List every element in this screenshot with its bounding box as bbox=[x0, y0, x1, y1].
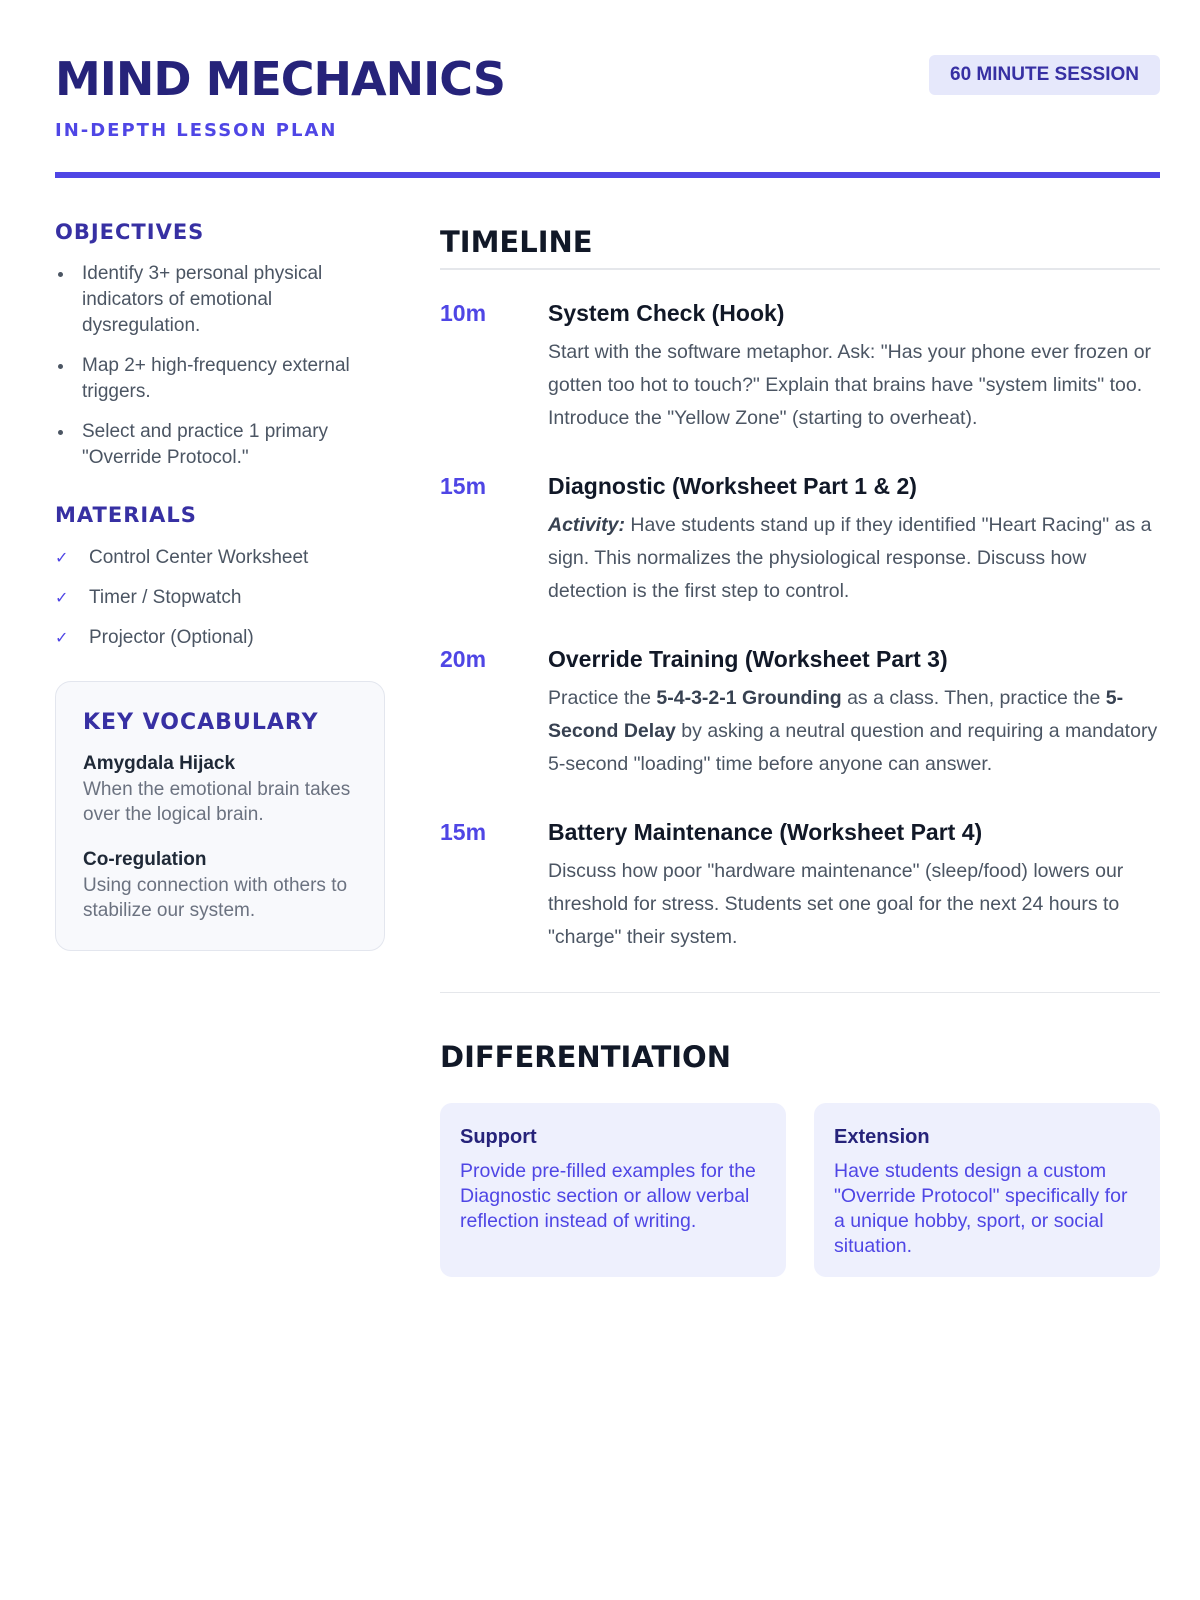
material-label: Timer / Stopwatch bbox=[89, 587, 242, 608]
materials-list bbox=[55, 545, 385, 651]
step-title: Diagnostic (Worksheet Part 1 & 2) bbox=[548, 472, 917, 499]
right-column bbox=[440, 222, 1160, 1277]
material-item bbox=[55, 545, 385, 571]
extension-description: Have students design a custom "Override Protocol" specifically for a unique hobby, sport, or social situation. bbox=[834, 1160, 1128, 1257]
step-description: Discuss how poor "hardware maintenance" (sleep/food) lowers our threshold for stress. Students set one goal for the next 24 hours to "charge" their system. bbox=[548, 859, 1124, 948]
objective-item: Identify 3+ personal physical indicators of emotional dysregulation. bbox=[55, 261, 385, 339]
timeline-step bbox=[440, 471, 1160, 608]
vocabulary-term: Co-regulation bbox=[83, 849, 207, 870]
step-description-text: as a class. Then, practice the bbox=[841, 686, 1106, 709]
vocabulary-definition: Using connection with others to stabilize our system. bbox=[83, 875, 348, 921]
vocabulary-card bbox=[55, 681, 385, 951]
step-duration: 20m bbox=[440, 645, 487, 672]
step-title: Override Training (Worksheet Part 3) bbox=[548, 645, 948, 672]
timeline-step bbox=[440, 817, 1160, 954]
page-header bbox=[55, 48, 1160, 180]
vocabulary-term: Amygdala Hijack bbox=[83, 753, 236, 774]
timeline-heading: TIMELINE bbox=[440, 225, 593, 259]
objectives-list bbox=[55, 261, 385, 471]
extension-card bbox=[814, 1103, 1160, 1277]
page-title: MIND MECHANICS bbox=[55, 52, 505, 106]
vocabulary-definition: When the emotional brain takes over the logical brain. bbox=[83, 779, 351, 825]
activity-label: Activity: bbox=[548, 513, 625, 536]
timeline-step bbox=[440, 298, 1160, 435]
extension-title: Extension bbox=[834, 1126, 930, 1148]
timeline-step bbox=[440, 644, 1160, 781]
vocabulary-item bbox=[83, 847, 357, 923]
objectives-section bbox=[55, 220, 385, 471]
header-divider bbox=[55, 172, 1160, 178]
step-duration: 15m bbox=[440, 818, 487, 845]
support-card bbox=[440, 1103, 786, 1277]
vocabulary-item bbox=[83, 751, 357, 827]
materials-section bbox=[55, 503, 385, 651]
objective-item: Map 2+ high-frequency external triggers. bbox=[55, 353, 385, 405]
vocabulary-heading: KEY VOCABULARY bbox=[83, 710, 319, 735]
step-description-text: Have students stand up if they identified "Heart Racing" as a sign. This normalizes the physiological response. Discuss how detection is the first step to control. bbox=[548, 513, 1152, 602]
objective-item: Select and practice 1 primary "Override Protocol." bbox=[55, 419, 385, 471]
material-item bbox=[55, 585, 385, 611]
page-subtitle: IN-DEPTH LESSON PLAN bbox=[55, 120, 338, 141]
step-description-text: Practice the bbox=[548, 686, 657, 709]
grounding-technique: 5-4-3-2-1 Grounding bbox=[656, 686, 842, 709]
material-item bbox=[55, 625, 385, 651]
step-duration: 15m bbox=[440, 472, 487, 499]
delay-technique: 5-Second Delay bbox=[548, 686, 1124, 742]
differentiation-grid bbox=[440, 1103, 1160, 1277]
differentiation-heading: DIFFERENTIATION bbox=[440, 1040, 731, 1074]
support-description: Provide pre-filled examples for the Diagnostic section or allow verbal reflection instead of writing. bbox=[460, 1160, 756, 1232]
timeline-divider bbox=[440, 268, 1160, 270]
left-column bbox=[55, 220, 385, 951]
step-title: System Check (Hook) bbox=[548, 299, 785, 326]
step-duration: 10m bbox=[440, 299, 487, 326]
step-description-text: by asking a neutral question and requiring a mandatory 5-second "loading" time before anyone can answer. bbox=[548, 719, 1158, 775]
step-description: Start with the software metaphor. Ask: "Has your phone ever frozen or gotten too hot to touch?" Explain that brains have "system limits" too. Introduce the "Yellow Zone" (starting to overheat). bbox=[548, 340, 1152, 429]
section-divider bbox=[440, 992, 1160, 994]
objectives-heading: OBJECTIVES bbox=[55, 220, 205, 244]
step-description bbox=[548, 682, 1160, 781]
materials-heading: MATERIALS bbox=[55, 503, 197, 527]
step-description bbox=[548, 509, 1160, 608]
support-title: Support bbox=[460, 1126, 537, 1148]
check-icon: ✓ bbox=[55, 630, 69, 647]
session-badge: 60 MINUTE SESSION bbox=[929, 55, 1160, 95]
check-icon: ✓ bbox=[55, 550, 69, 567]
material-label: Control Center Worksheet bbox=[89, 547, 309, 568]
material-label: Projector (Optional) bbox=[89, 627, 254, 648]
step-title: Battery Maintenance (Worksheet Part 4) bbox=[548, 818, 983, 845]
check-icon: ✓ bbox=[55, 590, 69, 607]
